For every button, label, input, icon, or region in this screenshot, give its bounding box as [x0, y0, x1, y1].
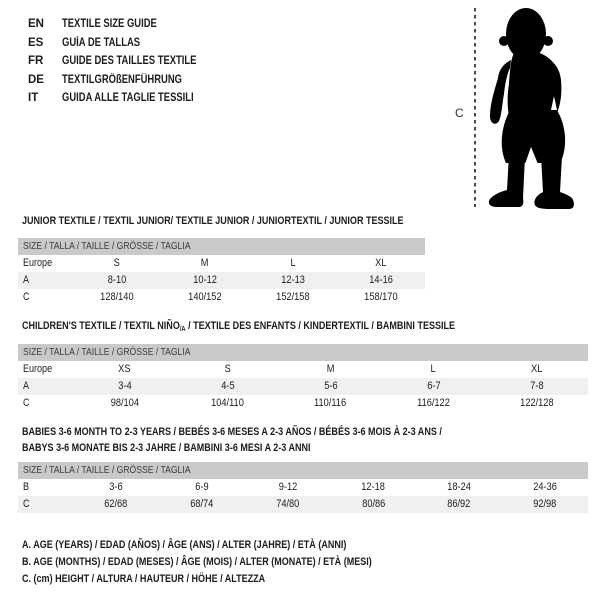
row-label: C: [23, 397, 30, 409]
row-label: A: [23, 274, 30, 286]
size-cell: 14-16: [369, 274, 393, 286]
lang-title: TEXTILE SIZE GUIDE: [62, 18, 157, 31]
size-cell: 6-7: [426, 380, 441, 392]
size-cell: 62/68: [104, 498, 128, 510]
lang-row-de: [28, 71, 226, 90]
table-row-height: [18, 395, 588, 412]
table-row-age-months: [18, 479, 588, 496]
lang-code: ES: [28, 36, 44, 49]
footnote-a: A. AGE (YEARS) / EDAD (AÑOS) / ÂGE (ANS) / ALTER (JAHRE) / ETÀ (ANNI): [22, 539, 347, 551]
size-cell: 24-36: [533, 481, 557, 493]
language-header-block: [28, 15, 226, 108]
size-cell: 3-4: [117, 380, 132, 392]
children-size-table: [18, 344, 588, 412]
size-cell: 74/80: [275, 498, 300, 510]
row-label: C: [23, 291, 30, 303]
size-cell: 122/128: [519, 397, 554, 409]
size-cell: 10-12: [193, 274, 217, 286]
lang-code: EN: [28, 18, 44, 31]
table-row-height: [18, 496, 588, 513]
lang-row-en: [28, 15, 226, 34]
junior-section-title: JUNIOR TEXTILE / TEXTIL JUNIOR/ TEXTILE JUNIOR / JUNIORTEXTIL / JUNIOR TESSILE: [22, 215, 404, 227]
lang-row-fr: [28, 52, 226, 71]
row-label: B: [23, 481, 30, 493]
measure-c-label: C: [455, 106, 464, 120]
size-bar: SIZE / TALLA / TAILLE / GRÖSSE / TAGLIA: [18, 344, 588, 361]
size-cell: L: [290, 257, 296, 269]
table-row-europe: [18, 255, 425, 272]
size-cell: 6-9: [195, 481, 209, 493]
size-cell: 5-6: [323, 380, 338, 392]
size-cell: 152/158: [276, 291, 310, 303]
size-cell: M: [326, 363, 335, 375]
babies-section-title: BABIES 3-6 MONTH TO 2-3 YEARS / BEBÉS 3-6 MESES A 2-3 AÑOS / BÉBÉS 3-6 MOIS À 2-3 ANS / BABYS 3-6 MONATE BIS 2-3 JAHRE / BAMBINI 3-6 MESI A 2-3 ANNI: [22, 426, 442, 454]
children-section-title: CHILDREN'S TEXTILE / TEXTIL NIÑO/A / TEXTILE DES ENFANTS / KINDERTEXTIL / BAMBINI TESSILE: [22, 320, 456, 333]
table-row-age: [18, 378, 588, 395]
size-bar: SIZE / TALLA / TAILLE / GRÖSSE / TAGLIA: [18, 238, 425, 255]
size-cell: 3-6: [109, 481, 123, 493]
size-cell: 12-18: [361, 481, 386, 493]
size-cell: XL: [530, 363, 543, 375]
footnotes-block: [22, 537, 449, 588]
footnote-b: B. AGE (MONTHS) / EDAD (MESES) / ÂGE (MOIS) / ALTER (MONATE) / ETÀ (MESI): [22, 556, 372, 568]
size-cell: S: [113, 257, 121, 269]
size-cell: 116/122: [417, 397, 450, 409]
size-cell: 12-13: [281, 274, 305, 286]
size-cell: S: [224, 363, 231, 375]
size-cell: 80/86: [361, 498, 385, 510]
table-row-age: [18, 272, 425, 289]
size-cell: 158/170: [364, 291, 398, 303]
lang-title: GUIDA ALLE TAGLIE TESSILI: [62, 92, 194, 105]
row-label: A: [23, 380, 30, 392]
size-cell: 4-5: [220, 380, 235, 392]
size-cell: 140/152: [188, 291, 222, 303]
size-cell: 110/116: [314, 397, 347, 409]
size-cell: 7-8: [529, 380, 544, 392]
size-cell: 104/110: [211, 397, 244, 409]
lang-code: DE: [28, 73, 44, 86]
size-cell: XS: [118, 363, 131, 375]
lang-row-es: [28, 34, 226, 53]
size-cell: XL: [375, 257, 387, 269]
table-row-height: [18, 289, 425, 306]
size-cell: 128/140: [100, 291, 134, 303]
row-label: Europe: [23, 257, 53, 269]
table-row-europe: [18, 361, 588, 378]
lang-code: IT: [28, 92, 39, 105]
size-cell: 8-10: [107, 274, 127, 286]
size-cell: M: [201, 257, 209, 269]
lang-title: GUÍA DE TALLAS: [62, 36, 141, 49]
junior-size-table: [18, 238, 425, 306]
size-cell: 86/92: [447, 498, 471, 510]
size-bar: SIZE / TALLA / TAILLE / GRÖSSE / TAGLIA: [18, 462, 588, 479]
lang-row-it: [28, 89, 226, 108]
size-cell: 68/74: [190, 498, 214, 510]
babies-size-table: [18, 462, 588, 513]
lang-code: FR: [28, 55, 44, 68]
title-subscript: /A: [179, 326, 186, 333]
size-cell: 18-24: [447, 481, 472, 493]
height-dash-line: [472, 8, 478, 207]
baby-silhouette-icon: [485, 4, 580, 210]
size-cell: 98/104: [110, 397, 139, 409]
row-label: Europe: [23, 363, 53, 375]
size-cell: 9-12: [278, 481, 297, 493]
footnote-c: C. (cm) HEIGHT / ALTURA / HAUTEUR / HÖHE / ALTEZZA: [22, 573, 266, 585]
size-cell: 92/98: [533, 498, 557, 510]
row-label: C: [23, 498, 30, 510]
size-cell: L: [430, 363, 437, 375]
lang-title: GUIDE DES TAILLES TEXTILE: [62, 55, 197, 68]
lang-title: TEXTILGRÖßENFÜHRUNG: [62, 73, 182, 86]
